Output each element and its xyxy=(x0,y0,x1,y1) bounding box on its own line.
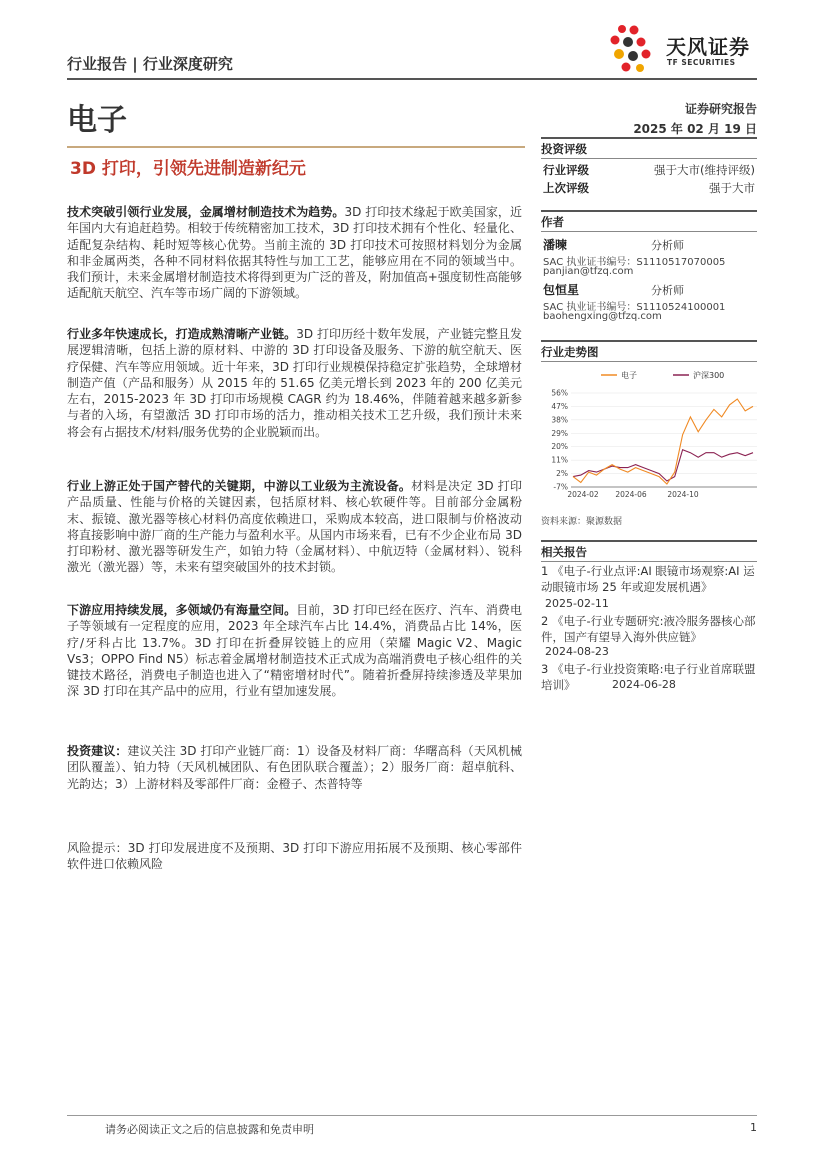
paragraph-upstream xyxy=(67,478,522,576)
y-tick-label: 20% xyxy=(551,442,568,452)
last-rating-label: 上次评级 xyxy=(543,181,589,195)
page-number: 1 xyxy=(750,1121,757,1134)
related-report-link[interactable]: 1 《电子-行业点评:AI 眼镜市场观察:AI 运动眼镜市场 25 年或迎发展机遇》 xyxy=(541,564,755,594)
y-tick-label: 47% xyxy=(551,401,568,411)
chart-source: 资料来源：聚源数据 xyxy=(541,517,623,527)
authors-rule xyxy=(541,231,757,232)
last-rating-value: 强于大市 xyxy=(709,181,755,195)
brand-name: 天风证券 xyxy=(666,35,750,59)
x-tick-label: 2024-02 xyxy=(567,490,599,499)
footer-disclaimer[interactable]: 请务必阅读正文之后的信息披露和免责申明 xyxy=(105,1123,314,1136)
paragraph-text: 材料是决定 3D 打印产品质量、性能与价格的关键因素，包括原材料、核心软硬件等。目前部分金属粉末、振镜、激光器等核心材料仍高度依赖进口，采购成本较高，进口限制与价格波动将直接影响中游厂商的生产能力与盈利水平。从国内市场来看，已有不少企业布局 3D 打印粉材、激光器等研发生产，如铂力特（金属材料）、中航迈特（金属材料）、锐科激光（激光器）等，未来有望突破国外的技术封锁。 xyxy=(67,479,522,575)
industry-rating-label: 行业评级 xyxy=(543,163,589,177)
x-tick-label: 2024-06 xyxy=(615,490,647,499)
report-type: 证券研究报告 xyxy=(684,102,757,116)
authors-top-rule xyxy=(541,210,757,212)
paragraph-text: 目前，3D 打印已经在医疗、汽车、消费电子等领域有一定程度的应用，2023 年全球汽车占比 14.4%，消费品占比 14%，医疗/牙科占比 13.7%。3D 打印在折叠屏铰链上的应用（荣耀 Magic V2、Magic Vs3；OPPO Find N5）标志着金属增材制造技术正式成为高端消费电子核心组件的关键技术路径，消费电子制造也进入了“精密增材时代”。随着折叠屏持续渗透及苹果加深 3D 打印在其产品中的应用，行业有望加速发展。 xyxy=(67,603,522,699)
y-tick-label: 38% xyxy=(551,415,568,425)
report-title: 3D 打印，引领先进制造新纪元 xyxy=(70,159,306,179)
related-rule xyxy=(541,561,757,562)
y-tick-label: -7% xyxy=(553,482,568,492)
rating-section-title: 投资评级 xyxy=(541,142,587,156)
analyst-role: 分析师 xyxy=(651,239,684,252)
paragraph-text: 建议关注 3D 打印产业链厂商：1）设备及材料厂商：华曙高科（天风机械团队覆盖）、铂力特（天风机械团队、有色团队联合覆盖）；2）服务厂商：超卓航科、光韵达；3）上游材料及零部件厂商：金橙子、杰普特等 xyxy=(67,744,522,791)
analyst-role: 分析师 xyxy=(651,284,684,297)
title-divider xyxy=(67,146,525,148)
paragraph-lead: 投资建议： xyxy=(67,744,128,758)
paragraph-lead: 下游应用持续发展，多领域仍有海量空间。 xyxy=(67,603,297,617)
authors-section-title: 作者 xyxy=(541,215,564,229)
y-tick-label: 56% xyxy=(551,388,568,398)
analyst-email[interactable]: baohengxing@tfzq.com xyxy=(543,311,662,322)
x-tick-label: 2024-10 xyxy=(667,490,699,499)
related-top-rule xyxy=(541,540,757,542)
analyst-email[interactable]: panjian@tfzq.com xyxy=(543,266,634,277)
paragraph-text: 风险提示：3D 打印发展进度不及预期、3D 打印下游应用拓展不及预期、核心零部件软件进口依赖风险 xyxy=(67,841,522,872)
legend-label: 电子 xyxy=(621,371,637,380)
paragraph-text: 3D 打印技术缘起于欧美国家，近年国内大有追赶趋势。相较于传统精密加工技术，3D 打印技术拥有个性化、轻量化、适配复杂结构、耗时短等核心优势。当前主流的 3D 打印技术可按照材料划分为金属和非金属两类，各种不同材料依据其特性与加工工艺，能够应用在不同的领域当中。我们预计，未来金属增材制造技术将得到更为广泛的普及，附加值高+强度韧性高能够适配航天航空、汽车等市场广阔的下游领域。 xyxy=(67,205,522,301)
analyst-name: 包恒星 xyxy=(543,283,580,297)
paragraph-text: 3D 打印历经十数年发展，产业链完整且发展逻辑清晰，包括上游的原材料、中游的 3D 打印设备及服务、下游的航空航天、医疗保健、汽车等应用领域。近十年来，3D 打印行业规模保持稳定扩张趋势，全球增材制造产值（产品和服务）从 2015 年的 51.65 亿美元增长到 2023 年的 200 亿美元左右，2015-2023 年 3D 打印市场规模 CAGR 约为 18.46%，伴随着越来越多新参与者的入场，有望激活 3D 打印市场的活力，推动相关技术工艺升级，我们预计未来将会有占据技术/材料/服务优势的企业脱颖而出。 xyxy=(67,327,522,439)
analyst-sac: SAC 执业证书编号：S1110524100001 xyxy=(543,302,726,313)
paragraph-lead: 行业多年快速成长，打造成熟清晰产业链。 xyxy=(67,327,297,341)
paragraph-tech xyxy=(67,204,522,302)
related-report-link[interactable]: 3 《电子-行业投资策略:电子行业首席联盟培训》 xyxy=(541,662,756,692)
y-tick-label: 2% xyxy=(556,469,568,479)
series-line xyxy=(573,450,753,481)
related-report-date: 2025-02-11 xyxy=(545,597,609,610)
paragraph-lead: 行业上游正处于国产替代的关键期，中游以工业级为主流设备。 xyxy=(67,479,412,493)
related-report-date: 2024-06-28 xyxy=(612,678,676,691)
chart-top-rule xyxy=(541,340,757,342)
y-tick-label: 29% xyxy=(551,428,568,438)
industry-rating-value: 强于大市(维持评级) xyxy=(654,163,755,177)
chart-x-ticks xyxy=(567,490,699,499)
paragraph-lead: 技术突破引领行业发展，金属增材制造技术为趋势。 xyxy=(67,205,345,219)
chart-y-ticks xyxy=(551,389,568,492)
report-category: 行业报告 | 行业深度研究 xyxy=(67,55,233,73)
related-section-title: 相关报告 xyxy=(541,545,587,559)
rating-top-rule xyxy=(541,137,757,139)
chart-lines xyxy=(573,399,753,484)
analyst-name: 潘暕 xyxy=(543,238,568,252)
rating-rule xyxy=(541,158,757,159)
related-report-date: 2024-08-23 xyxy=(545,645,609,658)
related-report-link[interactable]: 2 《电子-行业专题研究:液冷服务器核心部件，国产有望导入海外供应链》 xyxy=(541,614,756,644)
paragraph-downstream xyxy=(67,602,522,700)
y-tick-label: 11% xyxy=(551,455,568,465)
header-divider xyxy=(67,78,757,80)
paragraph-risk xyxy=(67,840,522,873)
legend-label: 沪深300 xyxy=(693,371,725,380)
chart-legend xyxy=(601,370,724,380)
report-date: 2025 年 02 月 19 日 xyxy=(633,122,757,136)
footer-divider xyxy=(67,1115,757,1116)
sector-name: 电子 xyxy=(67,103,127,138)
analyst-sac: SAC 执业证书编号：S1110517070005 xyxy=(543,257,726,268)
industry-trend-chart xyxy=(541,365,759,500)
paragraph-growth xyxy=(67,326,522,440)
paragraph-investment xyxy=(67,743,522,792)
brand-subtitle: TF SECURITIES xyxy=(667,58,736,67)
chart-rule xyxy=(541,361,757,362)
chart-section-title: 行业走势图 xyxy=(541,345,599,359)
